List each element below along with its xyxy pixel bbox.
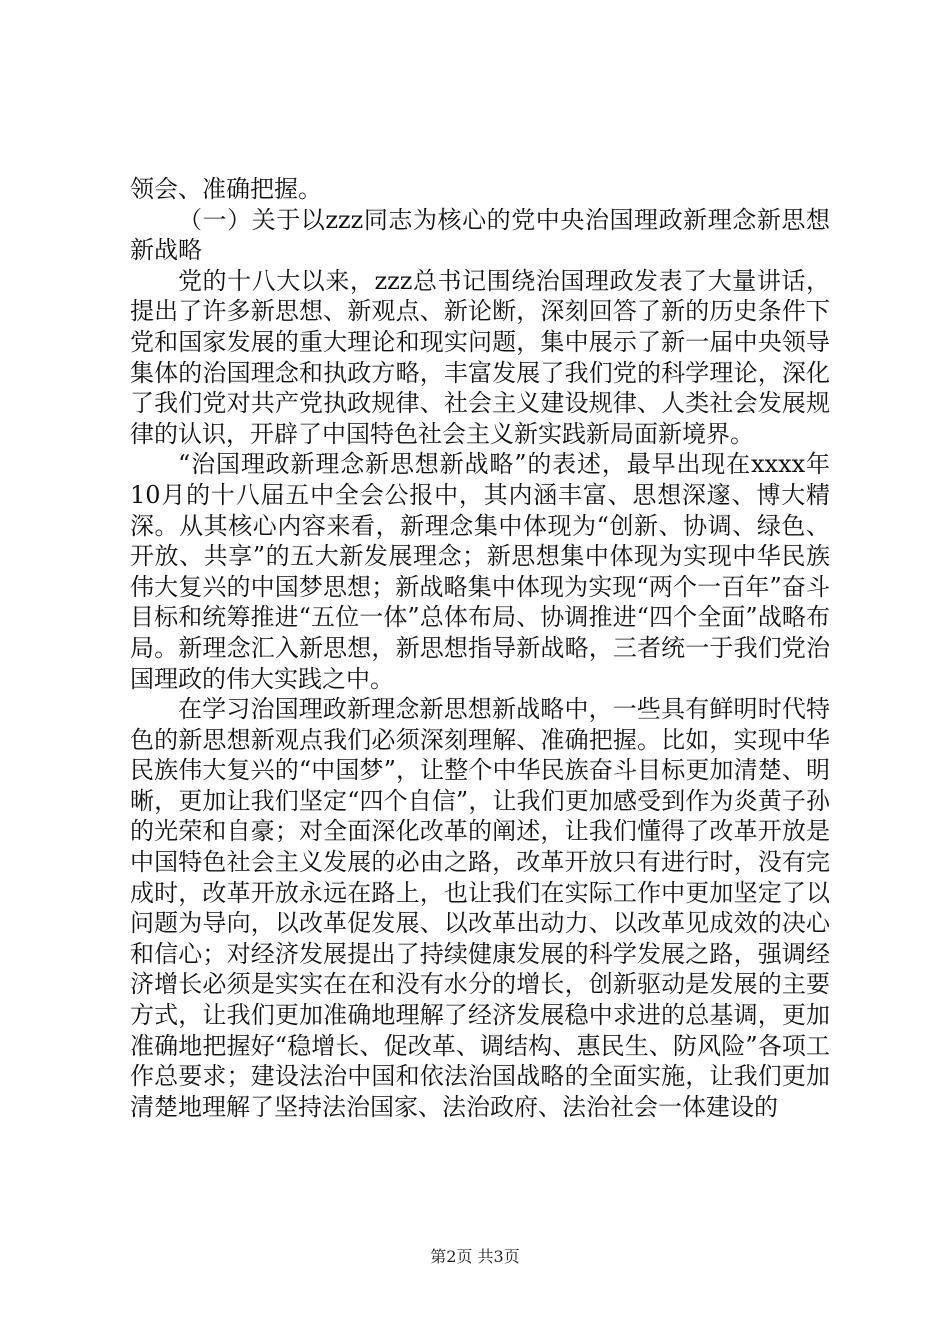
section-heading: （一）关于以zzz同志为核心的党中央治国理政新理念新思想新战略 — [130, 205, 830, 265]
paragraph: 党的十八大以来，zzz总书记围绕治国理政发表了大量讲话，提出了许多新思想、新观点、新论断，深刻回答了新的历史条件下党和国家发展的重大理论和现实问题，集中展示了新一届中央领导集体的治国理念和执政方略，丰富发展了我们党的科学理论，深化了我们党对共产党执政规律、社会主义建设规律、人类社会发展规律的认识，开辟了中国特色社会主义新实践新局面新境界。 — [130, 266, 830, 448]
document-body — [130, 174, 830, 1122]
paragraph-continuation: 领会、准确把握。 — [130, 175, 322, 203]
paragraph: 在学习治国理政新理念新思想新战略中，一些具有鲜明时代特色的新思想新观点我们必须深刻理解、准确把握。比如，实现中华民族伟大复兴的“中国梦”，让整个中华民族奋斗目标更加清楚、明晰，更加让我们坚定“四个自信”，让我们更加感受到作为炎黄子孙的光荣和自豪；对全面深化改革的阐述，让我们懂得了改革开放是中国特色社会主义发展的必由之路，改革开放只有进行时，没有完成时，改革开放永远在路上，也让我们在实际工作中更加坚定了以问题为导向，以改革促发展、以改革出动力、以改革见成效的决心和信心；对经济发展提出了持续健康发展的科学发展之路，强调经济增长必须是实实在在和没有水分的增长，创新驱动是发展的主要方式，让我们更加准确地理解了经济发展稳中求进的总基调，更加准确地把握好“稳增长、促改革、调结构、惠民生、防风险”各项工作总要求；建设法治中国和依法治国战略的全面实施，让我们更加清楚地理解了坚持法治国家、法治政府、法治社会一体建设的 — [130, 695, 830, 1121]
page-footer: 第2页 共3页 — [430, 1247, 520, 1266]
paragraph: “治国理政新理念新思想新战略”的表述，最早出现在xxxx年10月的十八届五中全会公报中，其内涵丰富、思想深邃、博大精深。从其核心内容来看，新理念集中体现为“创新、协调、绿色、开放、共享”的五大新发展理念；新思想集中体现为实现中华民族伟大复兴的中国梦思想；新战略集中体现为实现“两个一百年”奋斗目标和统筹推进“五位一体”总体布局、协调推进“四个全面”战略布局。新理念汇入新思想，新思想指导新战略，三者统一于我们党治国理政的伟大实践之中。 — [130, 450, 830, 693]
